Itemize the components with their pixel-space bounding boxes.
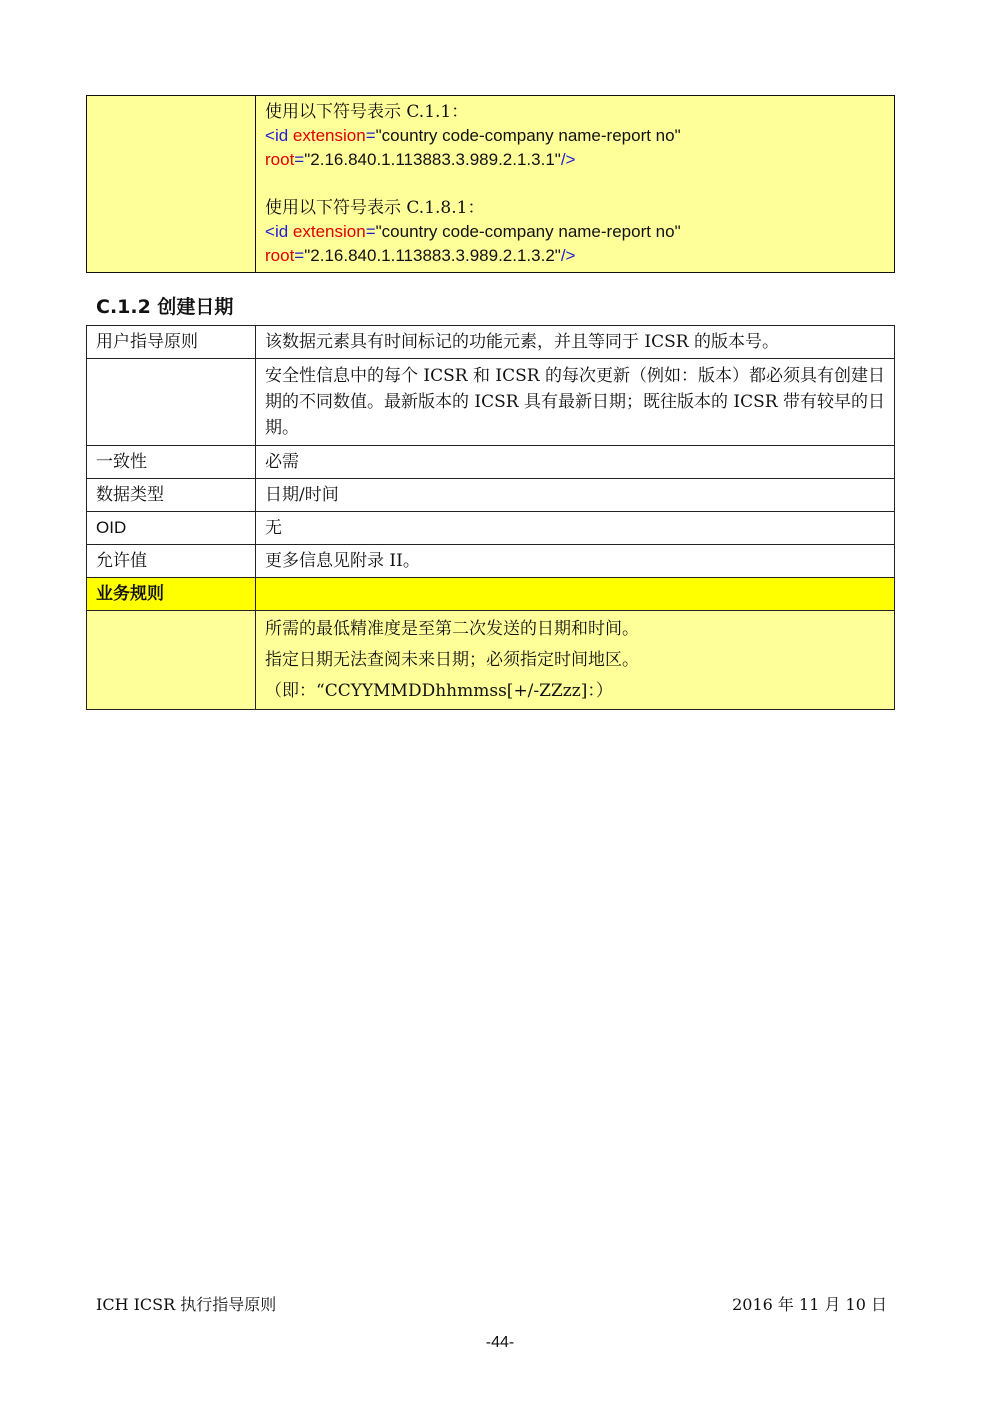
business-rules-header-empty [256, 578, 895, 611]
guidance-empty-cell [87, 359, 256, 446]
code-eq: = [294, 150, 305, 169]
allowed-value: 更多信息见附录 II。 [256, 545, 895, 578]
code-attr-extension: extension [292, 126, 366, 145]
table-row [87, 479, 895, 512]
code-line-2a [265, 220, 885, 244]
allowed-label: 允许值 [87, 545, 256, 578]
element-spec-table [86, 325, 895, 710]
conformance-label: 一致性 [87, 446, 256, 479]
code-tag: id [274, 126, 289, 145]
code-open: < [265, 126, 275, 145]
code-line-1b [265, 148, 885, 172]
table-row [87, 578, 895, 611]
code-value-extension: "country code-company name-report no" [375, 126, 681, 145]
code-eq: = [365, 126, 376, 145]
code-attr-extension: extension [292, 222, 366, 241]
code-open: < [265, 222, 275, 241]
table-row [87, 359, 895, 446]
notation-empty-cell [87, 96, 256, 273]
conformance-value: 必需 [256, 446, 895, 479]
footer-date: 2016 年 11 月 10 日 [732, 1295, 887, 1314]
code-attr-root: root [265, 246, 295, 265]
code-eq: = [365, 222, 376, 241]
notation-intro-2: 使用以下符号表示 C.1.8.1： [265, 198, 485, 218]
business-rules-label: 业务规则 [87, 578, 256, 611]
notation-intro-1: 使用以下符号表示 C.1.1： [265, 102, 469, 122]
table-row [87, 326, 895, 359]
business-rules-empty-cell [87, 611, 256, 710]
code-eq: = [294, 246, 305, 265]
oid-value: 无 [256, 512, 895, 545]
table-row [87, 512, 895, 545]
guidance-text-2: 安全性信息中的每个 ICSR 和 ICSR 的每次更新（例如：版本）都必须具有创建日期的不同数值。最新版本的 ICSR 具有最新日期；既往版本的 ICSR 带有较早的日期。 [256, 359, 895, 446]
code-value-root: "2.16.840.1.113883.3.989.2.1.3.2" [304, 246, 561, 265]
guidance-label: 用户指导原则 [87, 326, 256, 359]
section-heading: C.1.2 创建日期 [96, 296, 234, 318]
business-rules-cell [256, 611, 895, 710]
code-value-extension: "country code-company name-report no" [375, 222, 681, 241]
code-attr-root: root [265, 150, 295, 169]
code-close: /> [560, 246, 576, 265]
notation-cell [256, 96, 895, 273]
code-close: /> [560, 150, 576, 169]
code-line-1a [265, 124, 885, 148]
oid-label: OID [87, 512, 256, 545]
table-row [87, 446, 895, 479]
code-tag: id [274, 222, 289, 241]
code-line-2b [265, 244, 885, 268]
footer-document-title: ICH ICSR 执行指导原则 [96, 1295, 277, 1314]
table-row [87, 545, 895, 578]
table-row [87, 611, 895, 710]
datatype-value: 日期/时间 [256, 479, 895, 512]
guidance-text-1: 该数据元素具有时间标记的功能元素，并且等同于 ICSR 的版本号。 [256, 326, 895, 359]
rules-text-3: （即：“CCYYMMDDhhmmss[+/-ZZzz]：） [265, 681, 613, 701]
rules-text-1: 所需的最低精准度是至第二次发送的日期和时间。 [265, 619, 639, 639]
notation-table [86, 95, 895, 273]
page-number: -44- [485, 1334, 515, 1351]
code-value-root: "2.16.840.1.113883.3.989.2.1.3.1" [304, 150, 561, 169]
datatype-label: 数据类型 [87, 479, 256, 512]
rules-text-2: 指定日期无法查阅未来日期；必须指定时间地区。 [265, 650, 639, 670]
